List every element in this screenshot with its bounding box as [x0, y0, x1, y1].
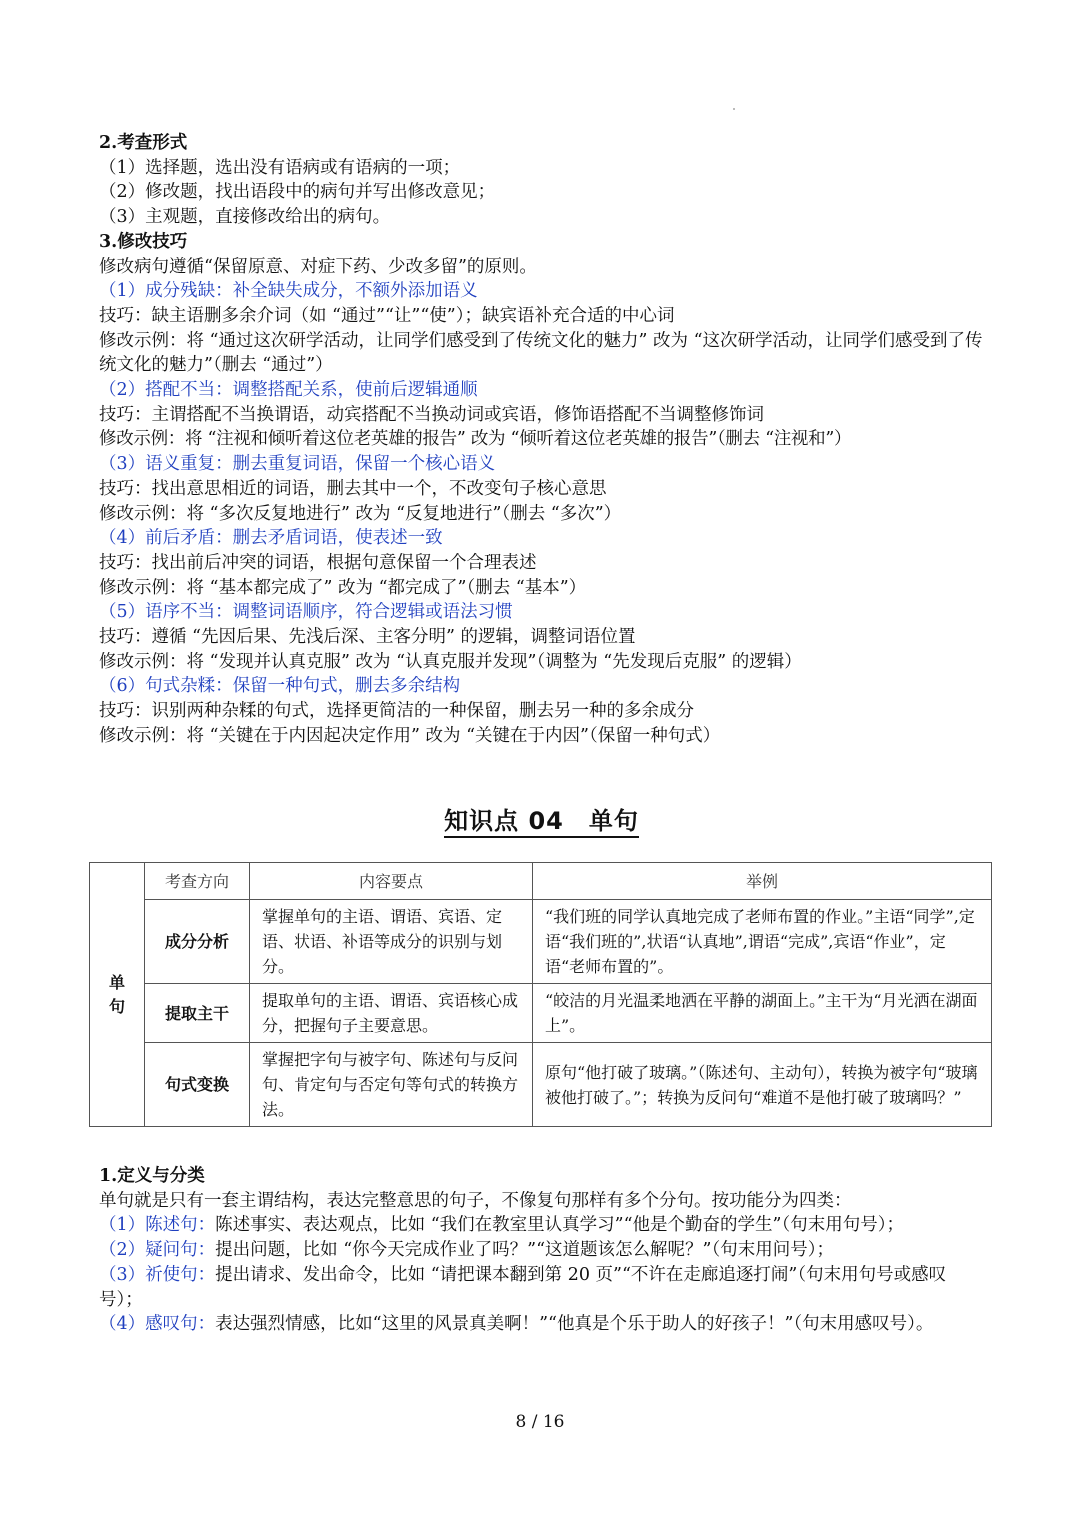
sentence-type-label: （3）祈使句：	[99, 1264, 216, 1285]
technique-example: 修改示例：将 “多次反复地进行” 改为 “反复地进行”（删去 “多次”）	[99, 503, 622, 524]
knowledge-point-title-text: 知识点 04 单句	[444, 807, 639, 838]
row-direction: 提取主干	[145, 984, 250, 1043]
sentence-type-4	[99, 1312, 984, 1337]
sentence-type-text: 提出问题，比如 “你今天完成作业了吗？”“这道题该怎么解呢？”（句末用问号）；	[215, 1240, 834, 1261]
header-points: 内容要点	[250, 863, 533, 900]
technique-block-2	[99, 378, 984, 452]
sentence-type-label: （1）陈述句：	[99, 1215, 216, 1236]
sentence-type-label: （2）疑问句：	[99, 1240, 216, 1261]
technique-example: 修改示例：将 “基本都完成了” 改为 “都完成了”（删去 “基本”）	[99, 577, 587, 598]
technique-example: 修改示例：将 “发现并认真克服” 改为 “认真克服并发现”（调整为 “先发现后克服” 的逻辑）	[99, 651, 802, 672]
form-item-2: （2）修改题，找出语段中的病句并写出修改意见；	[99, 182, 496, 203]
technique-block-4	[99, 526, 984, 600]
page-number: 8 / 16	[515, 1412, 565, 1432]
row-direction: 句式变换	[145, 1043, 250, 1127]
technique-block-5	[99, 600, 984, 674]
row-example: 原句“他打破了玻璃。”（陈述句、主动句），转换为被字句“玻璃被他打破了。”；转换为反问句“难道不是他打破了玻璃吗？”	[533, 1043, 992, 1127]
technique-example: 修改示例：将 “注视和倾听着这位老英雄的报告” 改为 “倾听着这位老英雄的报告”（删去 “注视和”）	[99, 429, 852, 450]
table-row	[90, 900, 992, 984]
technique-tip: 技巧：缺主语删多余介词（如 “通过”“让”“使”）；缺宾语补充合适的中心词	[99, 305, 675, 326]
technique-title: （3）语义重复：删去重复词语，保留一个核心语义	[99, 454, 496, 475]
definition-section	[99, 1164, 984, 1337]
form-item-1: （1）选择题，选出没有语病或有语病的一项；	[99, 157, 461, 178]
knowledge-point-title	[99, 801, 984, 836]
row-direction: 成分分析	[145, 900, 250, 984]
technique-title: （1）成分残缺：补全缺失成分，不额外添加语义	[99, 281, 478, 302]
header-direction: 考查方向	[145, 863, 250, 900]
sentence-type-label: （4）感叹句：	[99, 1314, 216, 1335]
technique-block-1	[99, 279, 984, 378]
technique-tip: 技巧：找出意思相近的词语，删去其中一个，不改变句子核心意思	[99, 478, 607, 499]
technique-tip: 技巧：遵循 “先因后果、先浅后深、主客分明” 的逻辑，调整词语位置	[99, 627, 636, 648]
technique-title: （4）前后矛盾：删去矛盾词语，使表述一致	[99, 528, 443, 549]
row-points: 提取单句的主语、谓语、宾语核心成分，把握句子主要意思。	[250, 984, 533, 1043]
knowledge-table	[89, 862, 992, 1127]
technique-tip: 技巧：识别两种杂糅的句式，选择更简洁的一种保留，删去另一种的多余成分	[99, 701, 694, 722]
sentence-type-3	[99, 1263, 984, 1312]
row-points: 掌握单句的主语、谓语、宾语、定语、状语、补语等成分的识别与划分。	[250, 900, 533, 984]
row-example: “皎洁的月光温柔地洒在平静的湖面上。”主干为“月光洒在湖面上”。	[533, 984, 992, 1043]
technique-tip: 技巧：找出前后冲突的词语，根据句意保留一个合理表述	[99, 552, 537, 573]
sentence-type-text: 陈述事实、表达观点，比如 “我们在教室里认真学习”“他是个勤奋的学生”（句末用句号）；	[215, 1215, 904, 1236]
table-side-label	[90, 863, 145, 1127]
technique-example: 修改示例：将 “通过这次研学活动，让同学们感受到了传统文化的魅力” 改为 “这次研学活动，让同学们感受到了传统文化的魅力”（删去 “通过”）	[99, 330, 983, 376]
section-heading-techniques: 3.修改技巧	[99, 231, 188, 252]
technique-tip: 技巧：主谓搭配不当换谓语，动宾搭配不当换动词或宾语，修饰语搭配不当调整修饰词	[99, 404, 764, 425]
table-row	[90, 984, 992, 1043]
table-header-row	[90, 863, 992, 900]
technique-title: （5）语序不当：调整词语顺序，符合逻辑或语法习惯	[99, 602, 513, 623]
sentence-type-text: 表达强烈情感，比如“这里的风景真美啊！”“他真是个乐于助人的好孩子！”（句末用感叹号）。	[215, 1314, 934, 1335]
side-label-text: 单句	[108, 972, 125, 1016]
section-heading-form: 2.考查形式	[99, 133, 188, 153]
table-row	[90, 1043, 992, 1127]
header-example: 举例	[533, 863, 992, 900]
definition-intro: 单句就是只有一套主谓结构，表达完整意思的句子，不像复句那样有多个分句。按功能分为四类：	[99, 1190, 852, 1211]
row-points: 掌握把字句与被字句、陈述句与反问句、肯定句与否定句等句式的转换方法。	[250, 1043, 533, 1127]
form-item-3: （3）主观题，直接修改给出的病句。	[99, 207, 391, 228]
sentence-type-1	[99, 1213, 984, 1238]
section-heading-definition: 1.定义与分类	[99, 1166, 205, 1186]
technique-title: （6）句式杂糅：保留一种句式，删去多余结构	[99, 676, 461, 697]
sentence-type-text: 提出请求、发出命令，比如 “请把课本翻到第 20 页”“不许在走廊追逐打闹”（句末用句号或感叹号）；	[99, 1264, 947, 1310]
technique-block-3	[99, 452, 984, 526]
technique-block-6	[99, 674, 984, 748]
row-example: “我们班的同学认真地完成了老师布置的作业。”主语“同学”,定语“我们班的”,状语“认真地”,谓语“完成”,宾语“作业”，定语“老师布置的”。	[533, 900, 992, 984]
techniques-intro: 修改病句遵循“保留原意、对症下药、少改多留”的原则。	[99, 256, 537, 277]
technique-title: （2）搭配不当：调整搭配关系，使前后逻辑通顺	[99, 380, 478, 401]
sentence-type-2	[99, 1238, 984, 1263]
speck	[733, 108, 735, 110]
upper-section	[99, 131, 984, 856]
technique-example: 修改示例：将 “关键在于内因起决定作用” 改为 “关键在于内因”（保留一种句式）	[99, 725, 721, 746]
